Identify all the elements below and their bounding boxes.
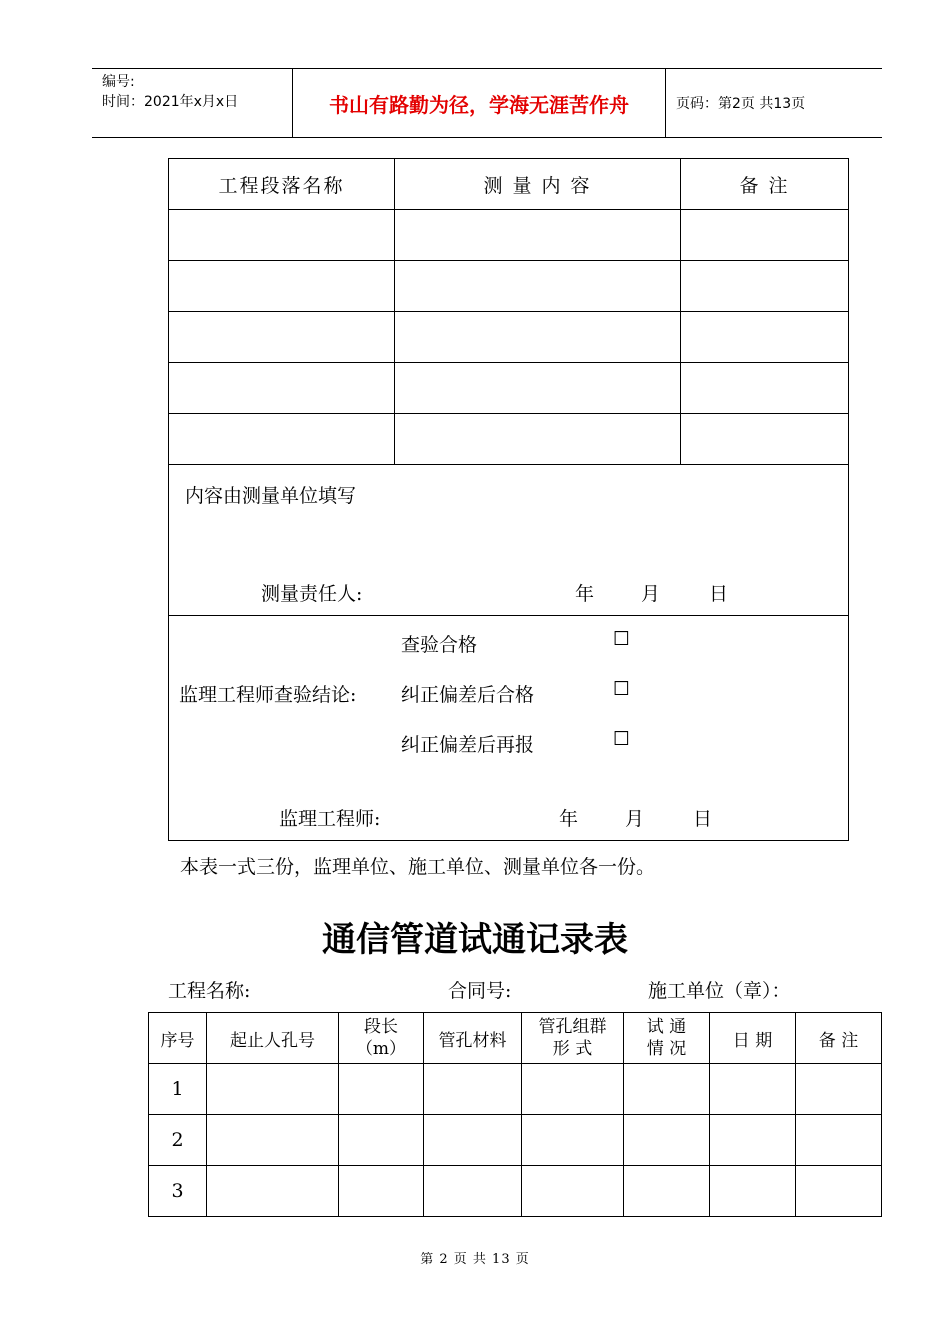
row-seq: 2: [149, 1115, 207, 1166]
table-cell[interactable]: [169, 210, 395, 261]
record-header-row: [149, 1013, 882, 1064]
table-cell[interactable]: [624, 1064, 710, 1115]
option-corrected-resubmit: 纠正偏差后再报: [401, 734, 535, 756]
table-cell[interactable]: [522, 1166, 624, 1217]
table-row: [149, 1064, 882, 1115]
col-measure-content: 测 量 内 容: [395, 159, 681, 210]
table-cell[interactable]: [522, 1115, 624, 1166]
col-segment-name: 工程段落名称: [169, 159, 395, 210]
survey-header-row: [169, 159, 849, 210]
record-title: 通信管道试通记录表: [322, 920, 628, 960]
time-label: 时间：2021年x月x日: [102, 94, 239, 110]
row-seq: 3: [149, 1166, 207, 1217]
supervisor-row: [169, 616, 849, 841]
col-group-line2: 形 式: [552, 1039, 593, 1059]
table-cell[interactable]: [710, 1064, 796, 1115]
supervisor-cell: [169, 616, 849, 841]
table-cell[interactable]: [339, 1064, 424, 1115]
col-test-line2: 情 况: [646, 1039, 687, 1059]
page-footer: 第 2 页 共 13 页: [420, 1252, 530, 1267]
table-cell[interactable]: [796, 1115, 882, 1166]
contractor-label: 施工单位（章）：: [648, 980, 791, 1002]
option-corrected-approved: 纠正偏差后合格: [401, 684, 535, 706]
survey-table: [168, 158, 849, 841]
month-label: 月: [625, 808, 645, 830]
col-group: [522, 1013, 624, 1064]
table-cell[interactable]: [796, 1064, 882, 1115]
table-cell[interactable]: [207, 1115, 339, 1166]
table-cell[interactable]: [681, 414, 849, 465]
document-header: [92, 68, 882, 138]
day-label: 日: [693, 808, 713, 830]
col-length-line2: （m）: [355, 1039, 407, 1059]
checkbox-corrected-approved[interactable]: ☐: [613, 678, 631, 700]
table-cell[interactable]: [710, 1115, 796, 1166]
table-cell[interactable]: [169, 414, 395, 465]
table-cell[interactable]: [169, 261, 395, 312]
supervisor-conclusion-label: 监理工程师查验结论:: [179, 684, 357, 706]
table-cell[interactable]: [796, 1166, 882, 1217]
responsible-label: 测量责任人:: [261, 583, 363, 605]
measurement-signoff-cell: [169, 465, 849, 616]
supervisor-label: 监理工程师:: [279, 808, 381, 830]
record-table: [148, 1012, 882, 1217]
table-cell[interactable]: [710, 1166, 796, 1217]
col-test: [624, 1013, 710, 1064]
contract-no-label: 合同号:: [448, 980, 512, 1002]
measurement-signoff-row: [169, 465, 849, 616]
day-label: 日: [709, 583, 729, 605]
table-row: [169, 363, 849, 414]
col-length: [339, 1013, 424, 1064]
year-label: 年: [575, 583, 595, 605]
col-date: 日 期: [710, 1013, 796, 1064]
col-material: 管孔材料: [424, 1013, 522, 1064]
header-motto: 书山有路勤为径，学海无涯苦作舟: [293, 69, 666, 137]
table-row: [149, 1115, 882, 1166]
table-cell[interactable]: [395, 312, 681, 363]
checkbox-corrected-resubmit[interactable]: ☐: [613, 728, 631, 750]
table-cell[interactable]: [681, 363, 849, 414]
table-cell[interactable]: [395, 210, 681, 261]
table-row: [169, 312, 849, 363]
table-cell[interactable]: [395, 261, 681, 312]
project-name-label: 工程名称:: [168, 980, 251, 1002]
option-approved: 查验合格: [401, 634, 478, 656]
table-cell[interactable]: [395, 414, 681, 465]
fill-note: 内容由测量单位填写: [185, 485, 357, 507]
table-cell[interactable]: [424, 1166, 522, 1217]
header-left-cell: [92, 69, 293, 137]
table-cell[interactable]: [424, 1115, 522, 1166]
table-cell[interactable]: [681, 210, 849, 261]
col-test-line1: 试 通: [646, 1017, 687, 1037]
table-cell[interactable]: [169, 312, 395, 363]
month-label: 月: [641, 583, 661, 605]
table-row: [169, 414, 849, 465]
col-remarks: 备 注: [796, 1013, 882, 1064]
col-remarks: 备 注: [681, 159, 849, 210]
row-seq: 1: [149, 1064, 207, 1115]
table-cell[interactable]: [339, 1166, 424, 1217]
year-label: 年: [559, 808, 579, 830]
header-page-info: 页码：第2页 共13页: [676, 96, 806, 112]
copies-note: 本表一式三份，监理单位、施工单位、测量单位各一份。: [180, 856, 656, 878]
table-cell[interactable]: [207, 1064, 339, 1115]
table-cell[interactable]: [395, 363, 681, 414]
table-cell[interactable]: [624, 1166, 710, 1217]
table-row: [149, 1166, 882, 1217]
table-row: [169, 261, 849, 312]
table-cell[interactable]: [681, 312, 849, 363]
table-cell[interactable]: [169, 363, 395, 414]
table-cell[interactable]: [207, 1166, 339, 1217]
col-manholes: 起止人孔号: [207, 1013, 339, 1064]
table-cell[interactable]: [624, 1115, 710, 1166]
table-row: [169, 210, 849, 261]
col-seq: 序号: [149, 1013, 207, 1064]
table-cell[interactable]: [339, 1115, 424, 1166]
col-group-line1: 管孔组群: [538, 1017, 607, 1037]
checkbox-approved[interactable]: ☐: [613, 628, 631, 650]
serial-label: 编号:: [102, 74, 135, 90]
col-length-line1: 段长: [364, 1017, 398, 1037]
table-cell[interactable]: [681, 261, 849, 312]
table-cell[interactable]: [424, 1064, 522, 1115]
table-cell[interactable]: [522, 1064, 624, 1115]
